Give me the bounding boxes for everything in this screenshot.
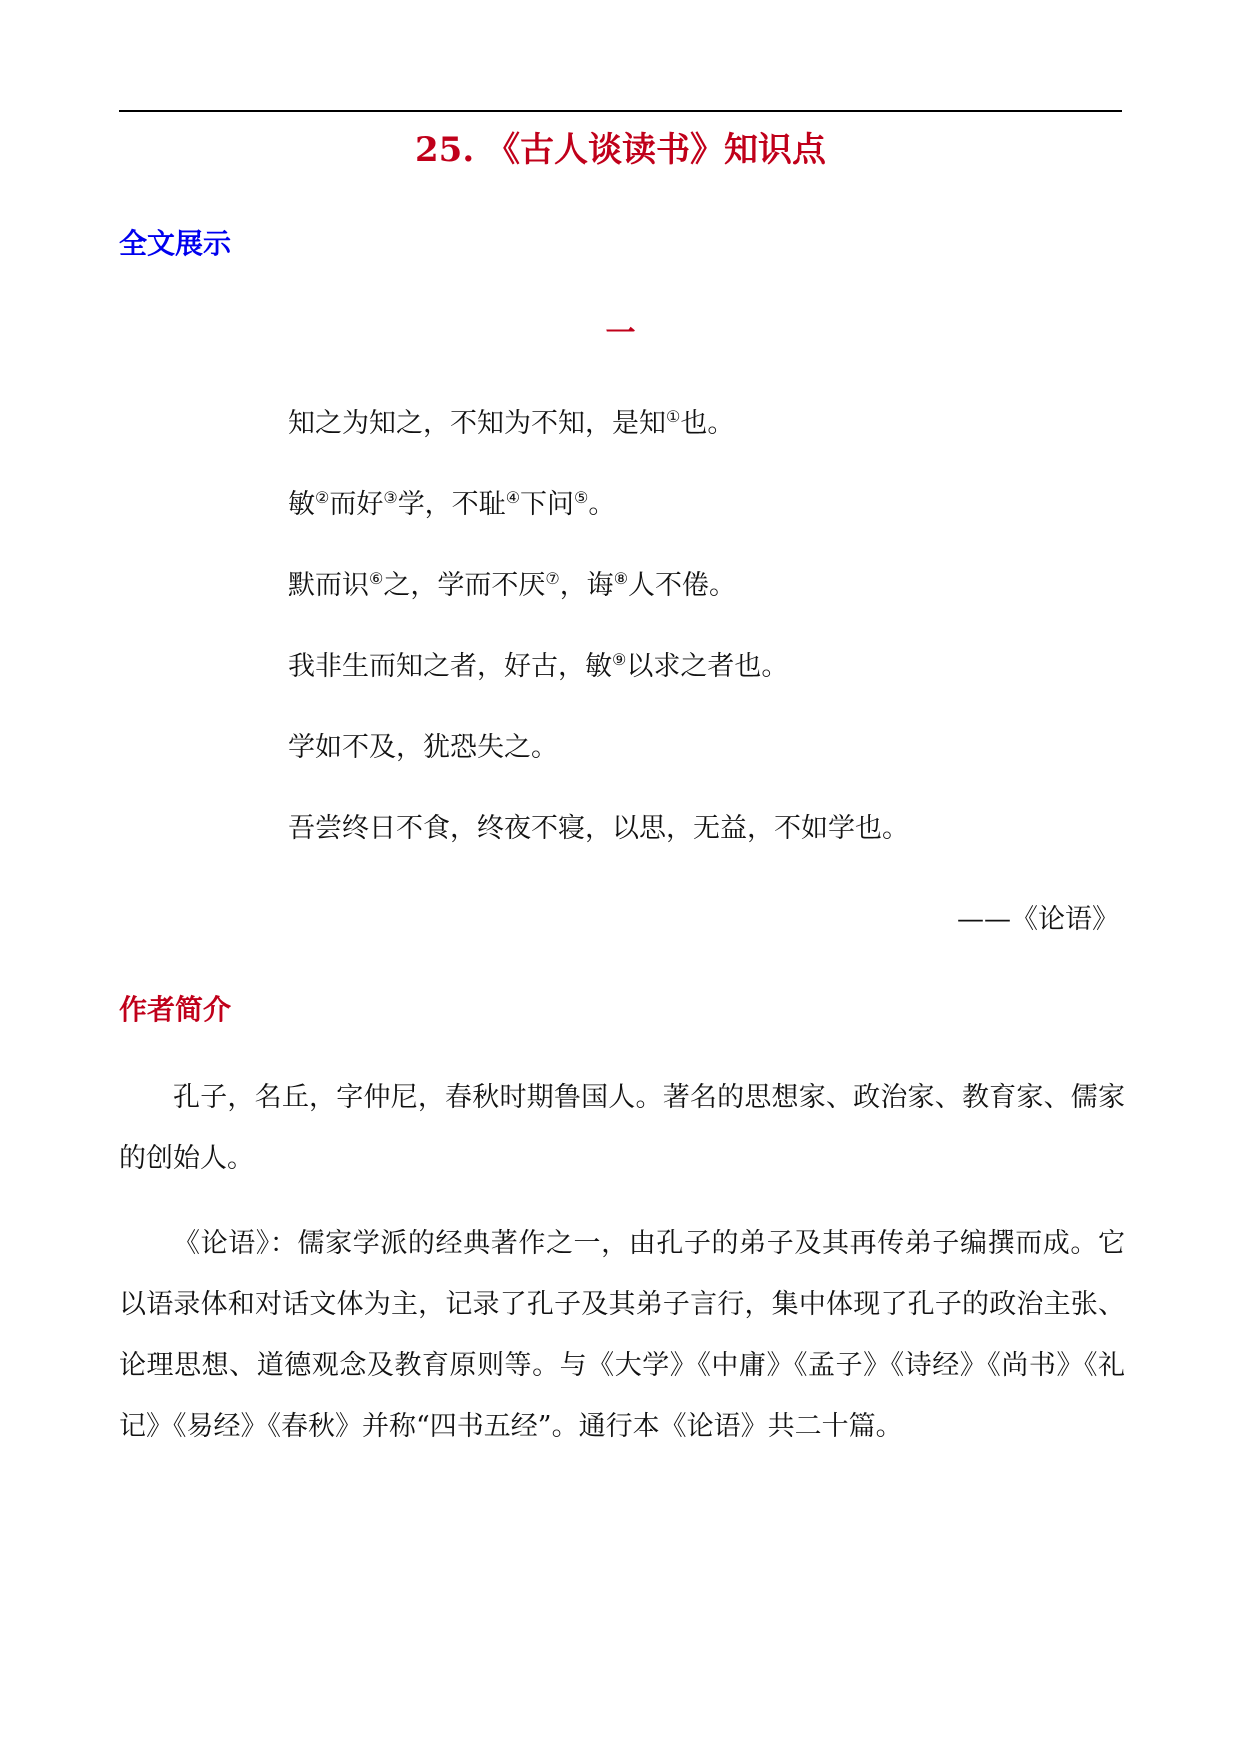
author-paragraph: 孔子，名丘，字仲尼，春秋时期鲁国人。著名的思想家、政治家、教育家、儒家的创始人。 [119,1082,1125,1174]
verse-text: 学如不及，犹恐失之。 [288,732,558,763]
annotation-marker: ⑤ [574,488,589,507]
verse-text: 以求之者也。 [626,651,789,682]
verse-line [288,647,909,687]
verse-text: 我非生而知之者，好古，敏 [288,651,612,682]
part-number: 一 [605,316,636,351]
annotation-marker: ① [666,407,681,426]
source-attribution: ——《论语》 [957,904,1119,935]
section-heading-author: 作者简介 [119,993,232,1026]
verse-text: 也。 [680,408,735,439]
section-heading-full-text: 全文展示 [119,227,232,260]
annotation-marker: ④ [505,488,521,507]
annotation-marker: ⑧ [613,569,629,588]
verse-line [288,404,909,444]
verse-line [288,566,909,606]
verse-list [288,404,909,890]
document-title: 25. 《古人谈读书》知识点 [415,130,826,170]
verse-line [288,809,909,849]
header-rule [119,110,1122,112]
verse-text: 。 [588,489,616,520]
annotation-marker: ⑨ [612,650,627,669]
verse-line [288,728,909,768]
verse-text: ，诲 [559,570,614,601]
annotation-marker: ③ [383,488,398,507]
annotation-marker: ② [315,488,330,507]
verse-text: 下问 [520,489,575,520]
verse-text: 人不倦。 [628,570,737,601]
verse-text: 敏 [288,489,315,520]
verse-text: 而好 [329,489,384,520]
verse-text: 知之为知之，不知为不知，是知 [288,408,666,439]
annotation-marker: ⑥ [369,569,384,588]
verse-text: 学，不耻 [397,489,506,520]
verse-text: 吾尝终日不食，终夜不寝，以思，无益，不如学也。 [288,813,909,844]
lunyu-paragraph: 《论语》：儒家学派的经典著作之一，由孔子的弟子及其再传弟子编撰而成。它以语录体和对话文体为主，记录了孔子及其弟子言行，集中体现了孔子的政治主张、论理思想、道德观念及教育原则等。与《大学》《中庸》《孟子》《诗经》《尚书》《礼记》《易经》《春秋》并称“四书五经”。通行本《论语》共二十篇。 [119,1228,1125,1442]
annotation-marker: ⑦ [545,569,560,588]
verse-text: 默而识 [288,570,369,601]
verse-line [288,485,909,525]
verse-text: 之，学而不厌 [383,570,546,601]
